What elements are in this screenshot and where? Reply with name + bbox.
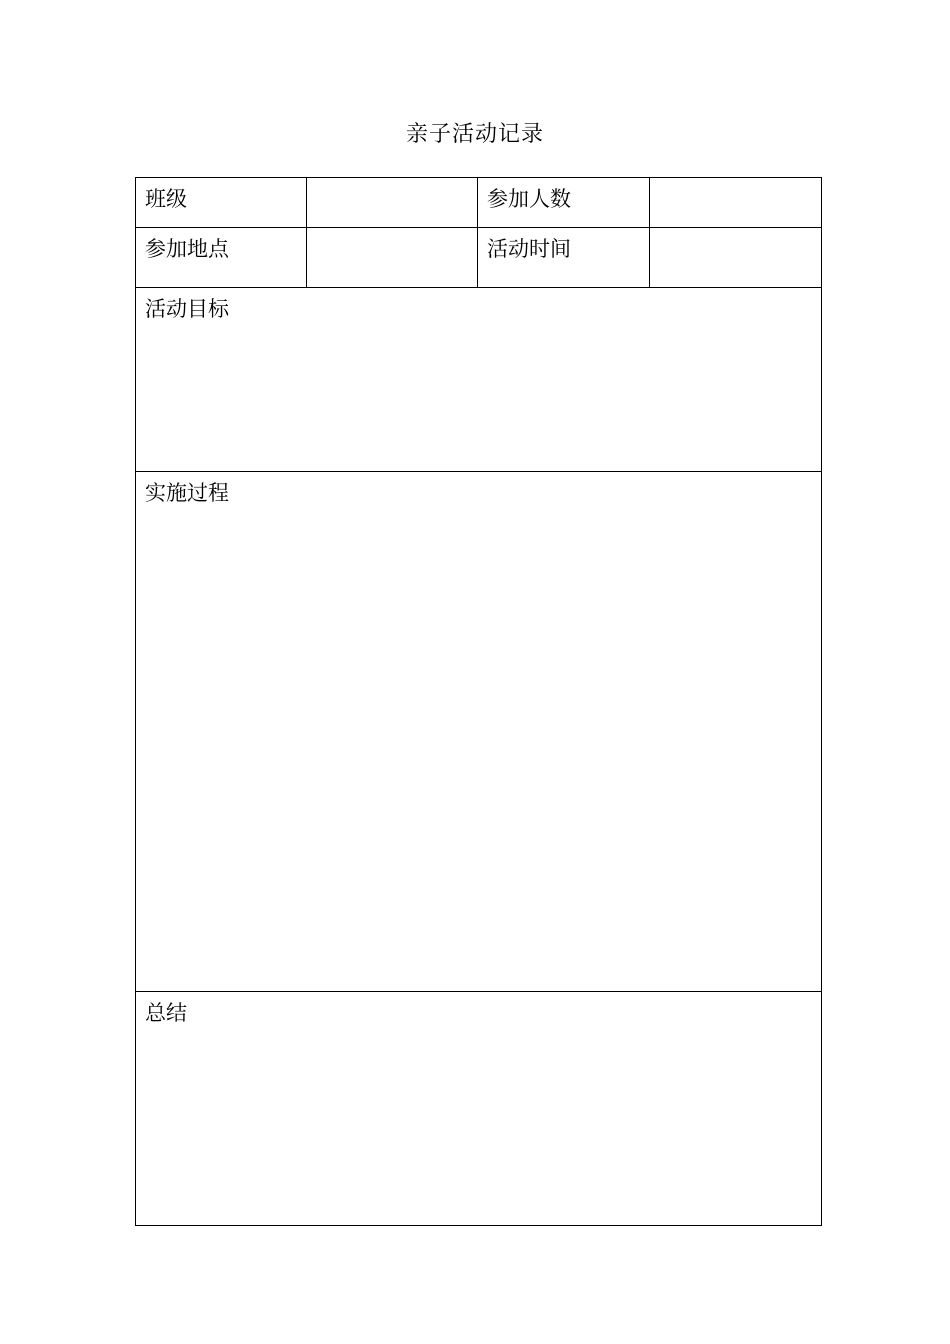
summary-label: 总结	[145, 1001, 187, 1025]
table-row	[136, 288, 822, 472]
location-label	[136, 228, 307, 288]
table-row	[136, 178, 822, 228]
process-section[interactable]	[136, 472, 822, 992]
table-row	[136, 992, 822, 1226]
document-title: 亲子活动记录	[405, 122, 544, 147]
process-label: 实施过程	[145, 481, 229, 505]
class-value-cell[interactable]	[307, 178, 478, 228]
location-value-cell[interactable]	[307, 228, 478, 288]
location-label-text: 参加地点	[145, 237, 229, 261]
time-label-text: 活动时间	[487, 237, 571, 261]
time-value-cell[interactable]	[650, 228, 822, 288]
participants-label	[478, 178, 650, 228]
class-label	[136, 178, 307, 228]
participants-value-cell[interactable]	[650, 178, 822, 228]
summary-section[interactable]	[136, 992, 822, 1226]
goal-label: 活动目标	[145, 297, 229, 321]
table-row	[136, 228, 822, 288]
activity-record-table	[135, 177, 822, 1226]
participants-label-text: 参加人数	[487, 187, 571, 211]
goal-section[interactable]	[136, 288, 822, 472]
class-label-text: 班级	[145, 187, 187, 211]
table-row	[136, 472, 822, 992]
time-label	[478, 228, 650, 288]
